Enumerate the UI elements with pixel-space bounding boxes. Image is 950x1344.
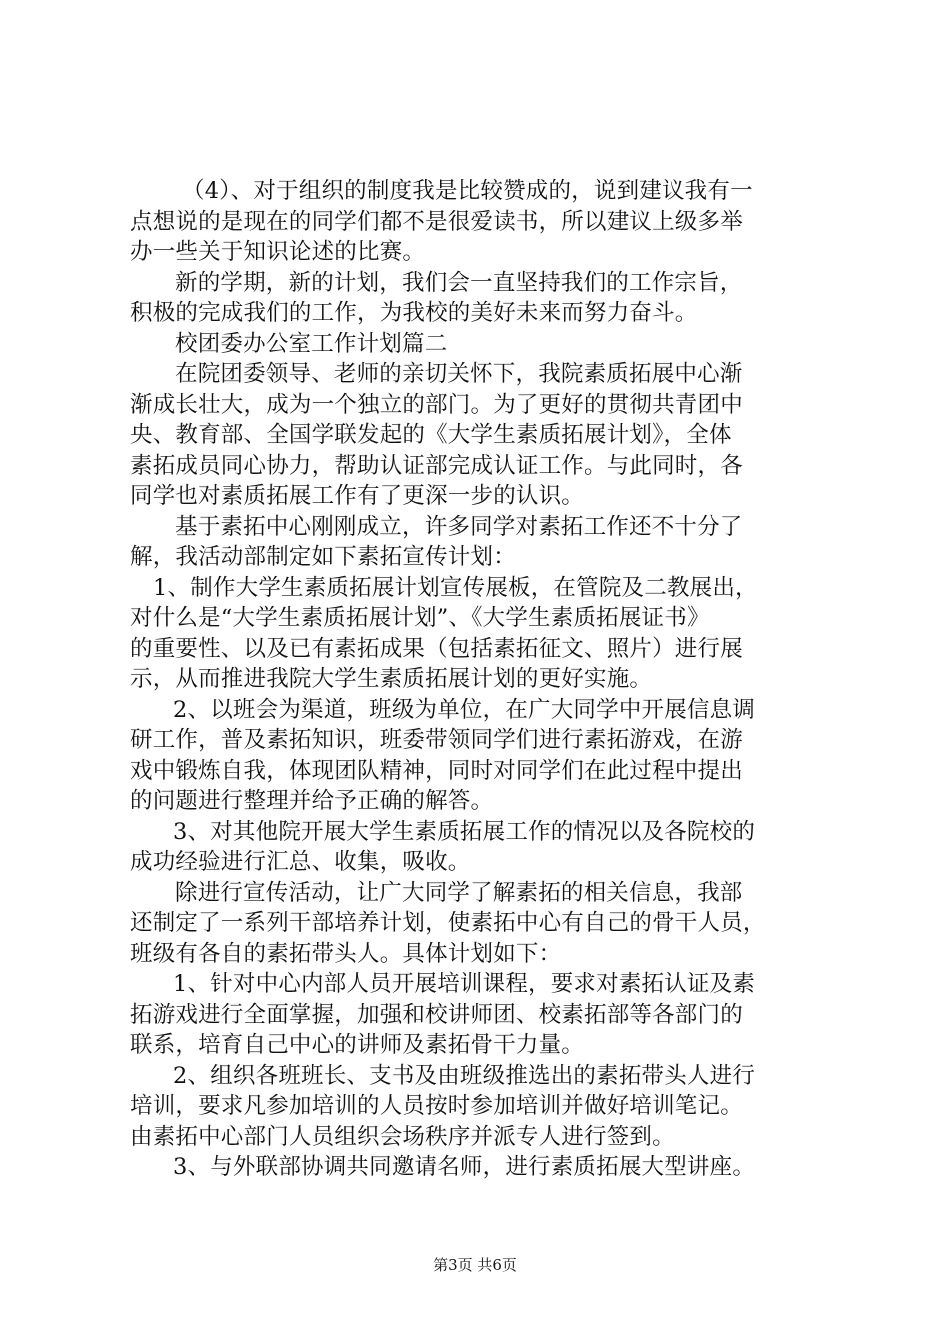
paragraph-line: 示，从而推进我院大学生素质拓展计划的更好实施。 xyxy=(130,666,653,692)
page-number-footer: 第3页 共6页 xyxy=(433,1256,517,1274)
paragraph-line: 新的学期，新的计划，我们会一直坚持我们的工作宗旨， xyxy=(175,269,743,296)
paragraph-line: 对什么是“大学生素质拓展计划”、《大学生素质拓展证书》 xyxy=(130,605,710,631)
paragraph-line: 还制定了一系列干部培养计划，使素拓中心有自己的骨干人员， xyxy=(130,910,766,936)
paragraph-line: 的重要性、以及已有素拓成果（包括素拓征文、照片）进行展 xyxy=(130,635,743,662)
paragraph-line: 积极的完成我们的工作，为我校的美好未来而努力奋斗。 xyxy=(130,300,698,326)
paragraph-line: 1、制作大学生素质拓展计划宣传展板，在管院及二教展出， xyxy=(153,574,758,601)
paragraph-line: 基于素拓中心刚刚成立，许多同学对素拓工作还不十分了 xyxy=(175,513,743,540)
paragraph-line: 解，我活动部制定如下素拓宣传计划： xyxy=(130,544,516,570)
paragraph-line: 点想说的是现在的同学们都不是很爱读书，所以建议上级多举 xyxy=(130,208,743,235)
section-heading: 校团委办公室工作计划篇二 xyxy=(175,330,448,357)
paragraph-line: 素拓成员同心协力，帮助认证部完成认证工作。与此同时，各 xyxy=(130,452,743,479)
paragraph-line: 3、对其他院开展大学生素质拓展工作的情况以及各院校的 xyxy=(173,818,756,845)
paragraph-line: 由素拓中心部门人员组织会场秩序并派专人进行签到。 xyxy=(130,1123,675,1150)
paragraph-line: 培训，要求凡参加培训的人员按时参加培训并做好培训笔记。 xyxy=(130,1093,743,1119)
paragraph-line: 成功经验进行汇总、收集，吸收。 xyxy=(130,849,471,875)
paragraph-line: 央、教育部、全国学联发起的《大学生素质拓展计划》，全体 xyxy=(130,422,732,448)
paragraph-line: 戏中锻炼自我，体现团队精神，同时对同学们在此过程中提出 xyxy=(130,757,743,784)
paragraph-line: 研工作，普及素拓知识，班委带领同学们进行素拓游戏，在游 xyxy=(130,727,743,753)
paragraph-line: 除进行宣传活动，让广大同学了解素拓的相关信息，我部 xyxy=(175,879,743,906)
paragraph-line: （4）、对于组织的制度我是比较赞成的，说到建议我有一 xyxy=(182,178,753,204)
paragraph-line: 拓游戏进行全面掌握，加强和校讲师团、校素拓部等各部门的 xyxy=(130,1001,743,1028)
paragraph-line: 渐成长壮大，成为一个独立的部门。为了更好的贯彻共青团中 xyxy=(130,391,743,418)
document-body xyxy=(130,176,835,1183)
paragraph-line: 1、针对中心内部人员开展培训课程，要求对素拓认证及素 xyxy=(173,971,756,997)
paragraph-line: 联系，培育自己中心的讲师及素拓骨干力量。 xyxy=(130,1032,585,1058)
paragraph-line: 同学也对素质拓展工作有了更深一步的认识。 xyxy=(130,483,585,509)
paragraph-line: 办一些关于知识论述的比赛。 xyxy=(130,239,426,265)
paragraph-line: 2、以班会为渠道，班级为单位，在广大同学中开展信息调 xyxy=(173,696,756,723)
paragraph-line: 在院团委领导、老师的亲切关怀下，我院素质拓展中心渐 xyxy=(175,361,743,387)
paragraph-line: 2、组织各班班长、支书及由班级推选出的素拓带头人进行 xyxy=(173,1062,756,1089)
paragraph-line: 班级有各自的素拓带头人。具体计划如下： xyxy=(130,940,562,967)
paragraph-line: 的问题进行整理并给予正确的解答。 xyxy=(130,788,494,814)
paragraph-line: 3、与外联部协调共同邀请名师，进行素质拓展大型讲座。 xyxy=(173,1154,756,1180)
